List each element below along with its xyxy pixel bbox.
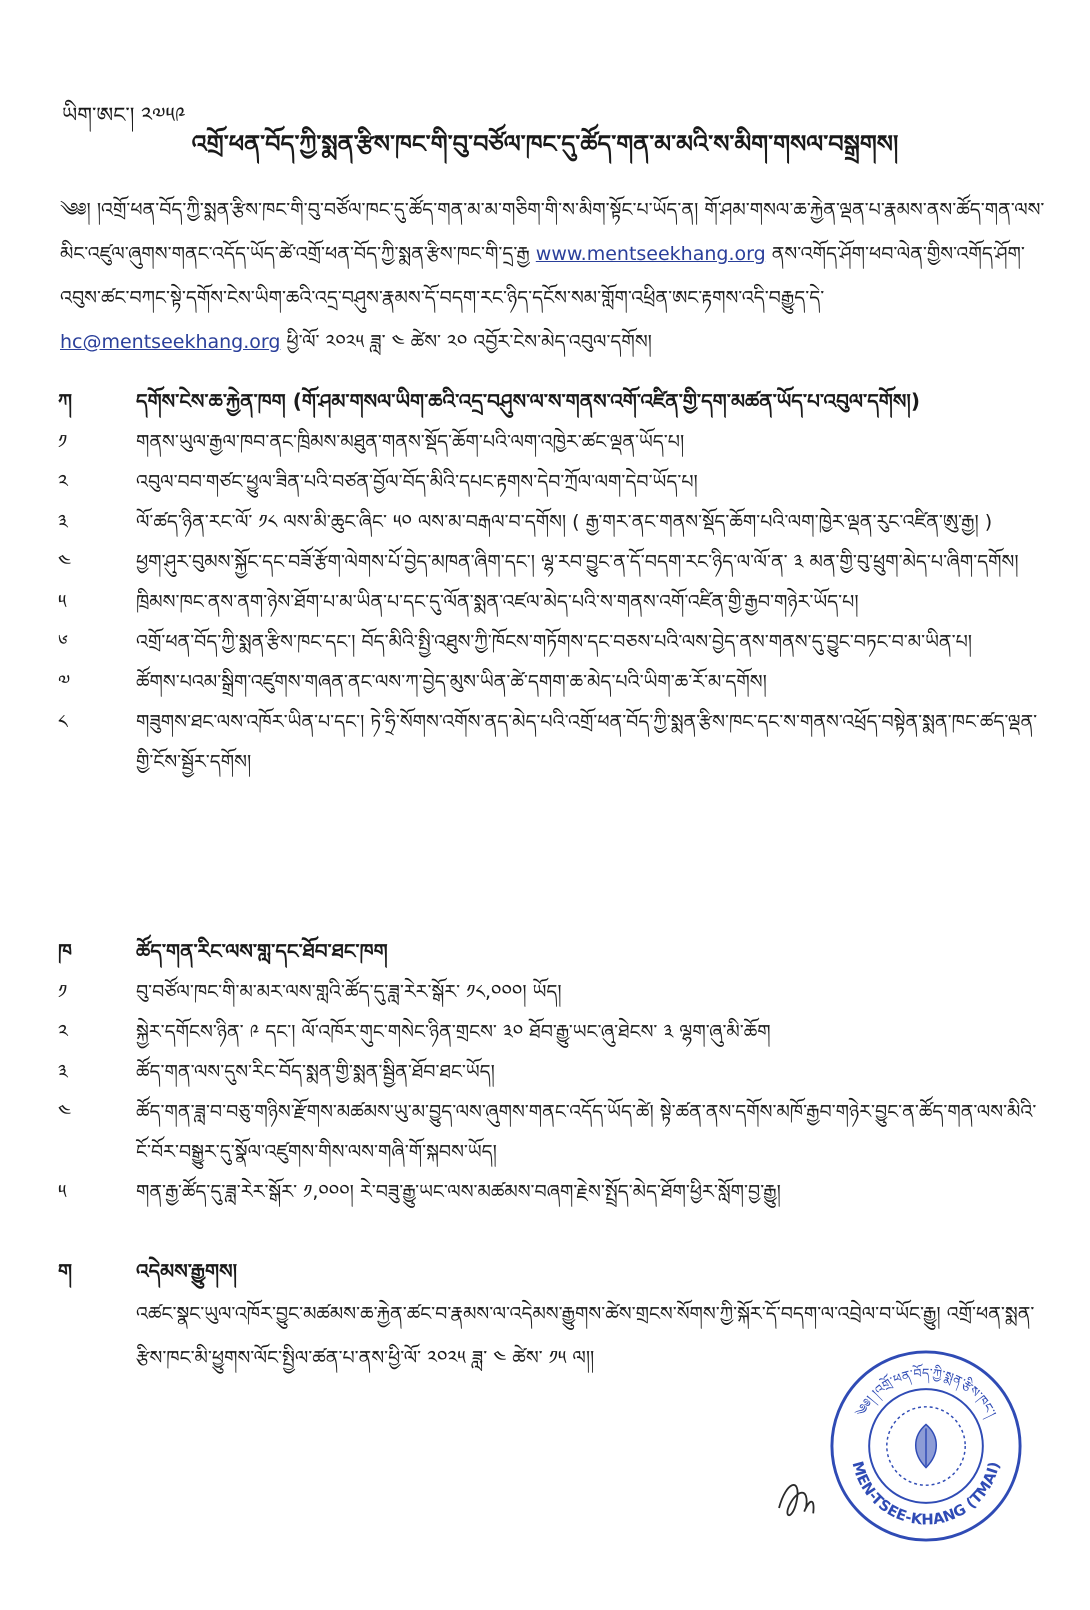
list-item-number: ༡ [58,431,68,453]
selection-paragraph: འཚང་སྣང་ཡུལ་འཁོར་བྱུང་མཚམས་ཆ་རྐྱེན་ཚང་བ་རྣམས་ལ་འདེམས་རྒྱུགས་ཚེས་གྲངས་སོགས་ཀྱི་སྐོར་དོ་བདག་ལ་འབྲེལ་བ་ཡོང་རྒྱུ། འགྲོ་ཕན་སྨན་རྩིས་ཁང་མི་ཕྱུགས་ལོང་སྤྱིལ་ཚན་པ་ནས་ཕྱི་ལོ་ ༢༠༢༥ ཟླ་ ༤ ཚེས་ ༡༥ ལ།། [136,1303,1035,1369]
section-marker: ག [58,1259,73,1283]
list-item-number: ༤ [58,1101,72,1123]
intro-text-2: ནས་འགོད་ཤོག་ཕབ་ལེན་གྱིས་འགོད་ཤོག་འབུས་ཚང་བཀང་སྟེ་དགོས་ངེས་ཡིག་ཆའི་འདྲ་བཤུས་རྣམས་དོ་བདག་རང་ཉིད་དངོས་སམ་གློག་འཕྲིན་ཨང་རྟགས་འདི་བརྒྱུད་དེ་ [60,243,1025,309]
seal-bottom-text: MEN-TSEE-KHANG (TMAI) [848,1459,1004,1529]
svg-text:MEN-TSEE-KHANG (TMAI) [848,1460,1003,1529]
website-link[interactable]: www.mentseekhang.org [535,243,766,265]
page-title: འགྲོ་ཕན་བོད་ཀྱི་སྨན་རྩིས་ཁང་གི་བུ་བཙོལ་ཁང་དུ་ཚོད་གན་མ་མའི་ས་མིག་གསལ་བསྒྲགས། [191,130,899,158]
list-item-number: ༣ [58,511,68,533]
list-item [58,972,1050,1012]
section-heading-text: འདེམས་རྒྱུགས། [136,1259,238,1283]
list-item [58,462,1050,502]
benefits-list [58,972,1050,1212]
list-item [58,582,1050,622]
list-item-number: ༦ [58,631,68,653]
list-item-number: ༥ [58,1181,67,1203]
list-item [58,502,1050,542]
list-item-text: ཕྱག་ཤུར་བུམས་སྐྱོང་དང་བཟོ་རྩོག་ལེགས་པོ་བྱེད་མཁན་ཞིག་དང་། ལྷ་རབ་བྱུང་ན་དོ་བདག་རང་ཉིད་ལ་ལོ་ན་ ༣ མན་གྱི་བུ་ཕྲུག་མེད་པ་ཞིག་དགོས། [136,551,1019,573]
reference-number: ཡིག་ཨང་། ༢༧༥༩ [62,103,186,127]
list-item-text: གན་རྒྱ་ཚོད་དུ་ཟླ་རེར་སྒོར་ ༡,༠༠༠། རེ་བཟུ་རྒྱུ་ཡང་ལས་མཚམས་བཞག་རྗེས་སྤྲོད་མེད་ཐོག་ཕྱིར་སློག་བྱ་རྒྱུ། [136,1181,781,1203]
signature [770,1472,824,1526]
list-item-number: ༧ [58,671,71,693]
list-item [58,1012,1050,1052]
email-link[interactable]: hc@mentseekhang.org [60,331,281,353]
list-item-text: འགྲོ་ཕན་བོད་ཀྱི་སྨན་རྩིས་ཁང་དང་། བོད་མིའི་སྤྱི་འཐུས་ཀྱི་ཁོངས་གཏོགས་དང་བཅས་པའི་ལས་བྱེད་ནས་གནས་དུ་བྱུང་བཏང་བ་མ་ཡིན་པ། [136,631,972,653]
list-item [58,1052,1050,1092]
intro-paragraph [60,188,1050,364]
list-item-text: གཟུགས་ཐང་ལས་འཁོར་ཡིན་པ་དང་། ཏེ་ཧྲི་སོགས་འགོས་ནད་མེད་པའི་འགྲོ་ཕན་བོད་ཀྱི་སྨན་རྩིས་ཁང་དང་ས་གནས་འཕྲོད་བསྟེན་སྨན་ཁང་ཚད་ལྡན་གྱི་ངོས་སྦྱོར་དགོས། [136,711,1038,773]
list-item-number: ༡ [58,981,68,1003]
list-item [58,662,1050,702]
leaf-icon [916,1424,937,1467]
section-heading [58,380,1050,422]
section-heading [58,930,1050,972]
section-heading [58,1250,1050,1292]
list-item [58,1172,1050,1212]
section-heading-text: དགོས་ངེས་ཆ་རྐྱེན་ཁག (གོ་ཤམ་གསལ་ཡིག་ཆའི་འདྲ་བཤུས་ལ་ས་གནས་འགོ་འཛིན་གྱི་དག་མཚན་ཡོད་པ་འབུལ་དགོས།) [136,389,920,413]
list-item-text: འབུལ་བབ་གཙང་ཕྱུལ་ཟིན་པའི་བཙན་བྱོལ་བོད་མིའི་དཔང་རྟགས་དེབ་ཀྲོལ་ལག་དེབ་ཡོད་པ། [136,471,698,493]
intro-text-1: ༄༅། །འགྲོ་ཕན་བོད་ཀྱི་སྨན་རྩིས་ཁང་གི་བུ་བཙོལ་ཁང་དུ་ཚོད་གན་མ་མ་གཅིག་གི་ས་མིག་སྟོང་པ་ཡོད་ན། གོ་ཤམ་གསལ་ཆ་རྐྱེན་ལྡན་པ་རྣམས་ནས་ཚོད་གན་ལས་མིང་འཛུལ་ཞུགས་གནང་འདོད་ཡོད་ཚེ་འགྲོ་ཕན་བོད་ཀྱི་སྨན་རྩིས་ཁང་གི་དྲ་རྒྱ [60,199,1045,265]
list-item-text: ཚོགས་པའམ་སྒྲིག་འཛུགས་གཞན་ནང་ལས་ཀ་བྱེད་མུས་ཡིན་ཚེ་དགག་ཆ་མེད་པའི་ཡིག་ཆ་རོ་མ་དགོས། [136,671,767,693]
list-item-text: སྐྱེར་དགོངས་ཉིན་ ༩ དང་། ལོ་འཁོར་གུང་གསེང་ཉིན་གྲངས་ ༣༠ ཐོབ་རྒྱུ་ཡང་ཞུ་ཐེངས་ ༣ ལྷག་ཞུ་མི་ཆོག [136,1021,771,1043]
section-marker: ཁ [58,939,72,963]
list-item-text: ཚོད་གན་ལས་དུས་རིང་བོད་སྨན་གྱི་སྨན་སྦྱིན་ཐོབ་ཐང་ཡོད། [136,1061,495,1083]
list-item-number: ༢ [58,471,68,493]
svg-text:༄༅། །འགྲོ་ཕན་བོད་ཀྱི་སྨན་རྩིས་ [854,1363,999,1421]
list-item [58,1092,1050,1172]
list-item [58,542,1050,582]
list-item-text: ཁྲིམས་ཁང་ནས་ནག་ཉེས་ཐོག་པ་མ་ཡིན་པ་དང་དུ་ལོན་སྨན་འཛལ་མེད་པའི་ས་གནས་འགོ་འཛིན་གྱི་རྒྱབ་གཉེར་ཡོད་པ། [136,591,859,613]
section-salary-benefits [58,930,1050,1212]
section-heading-text: ཚོད་གན་རིང་ལས་གླ་དང་ཐོབ་ཐང་ཁག [136,939,388,963]
intro-text-3: ཕྱི་ལོ་ ༢༠༢༥ ཟླ་ ༤ ཚེས་ ༢༠ འབྱོར་ངེས་མེད་འབུལ་དགོས། [286,331,652,353]
list-item-text: ལོ་ཚད་ཉིན་རང་ལོ་ ༡༨ ལས་མི་ཆུང་ཞིང་ ༥༠ ལས་མ་བརྒལ་བ་དགོས། ( རྒྱ་གར་ནང་གནས་སྡོད་ཆོག་པའི་ལག་ཁྱེར་ལྡན་རུང་འཛིན་ཨུ་རྒྱ། ) [136,511,993,533]
list-item-number: ༨ [58,711,68,733]
seal-top-text: ༄༅། །འགྲོ་ཕན་བོད་ཀྱི་སྨན་རྩིས་ཁང་། [853,1366,999,1420]
list-item [58,702,1050,782]
list-item-number: ༣ [58,1061,68,1083]
section-requirements [58,380,1050,782]
list-item [58,622,1050,662]
list-item-number: ༥ [58,591,67,613]
list-item-number: ༤ [58,551,72,573]
list-item [58,422,1050,462]
requirements-list [58,422,1050,782]
list-item-number: ༢ [58,1021,68,1043]
section-marker: ཀ [58,389,73,413]
list-item-text: གནས་ཡུལ་རྒྱལ་ཁབ་ནང་ཁྲིམས་མཐུན་གནས་སྡོད་ཆོག་པའི་ལག་འཁྱེར་ཚང་ལྡན་ཡོད་པ། [136,431,685,453]
list-item-text: བུ་བཙོལ་ཁང་གི་མ་མར་ལས་གླའི་ཚོད་དུ་ཟླ་རེར་སྒོར་ ༡༨,༠༠༠། ཡོད། [136,981,562,1003]
official-seal [828,1348,1024,1544]
list-item-text: ཚོད་གན་ཟླ་བ་བཅུ་གཉིས་རྫོགས་མཚམས་ཡུ་མ་བྱུད་ལས་ཞུགས་གནང་འདོད་ཡོད་ཚེ། སྟེ་ཚན་ནས་དགོས་མཁོ་རྒྱབ་གཉེར་བྱུང་ན་ཚོད་གན་ལས་མིའི་ངོ་བོར་བསྒྱུར་དུ་སྣོལ་འཛུགས་གིས་ལས་གཞི་གོ་སྐབས་ཡོད། [136,1101,1037,1163]
